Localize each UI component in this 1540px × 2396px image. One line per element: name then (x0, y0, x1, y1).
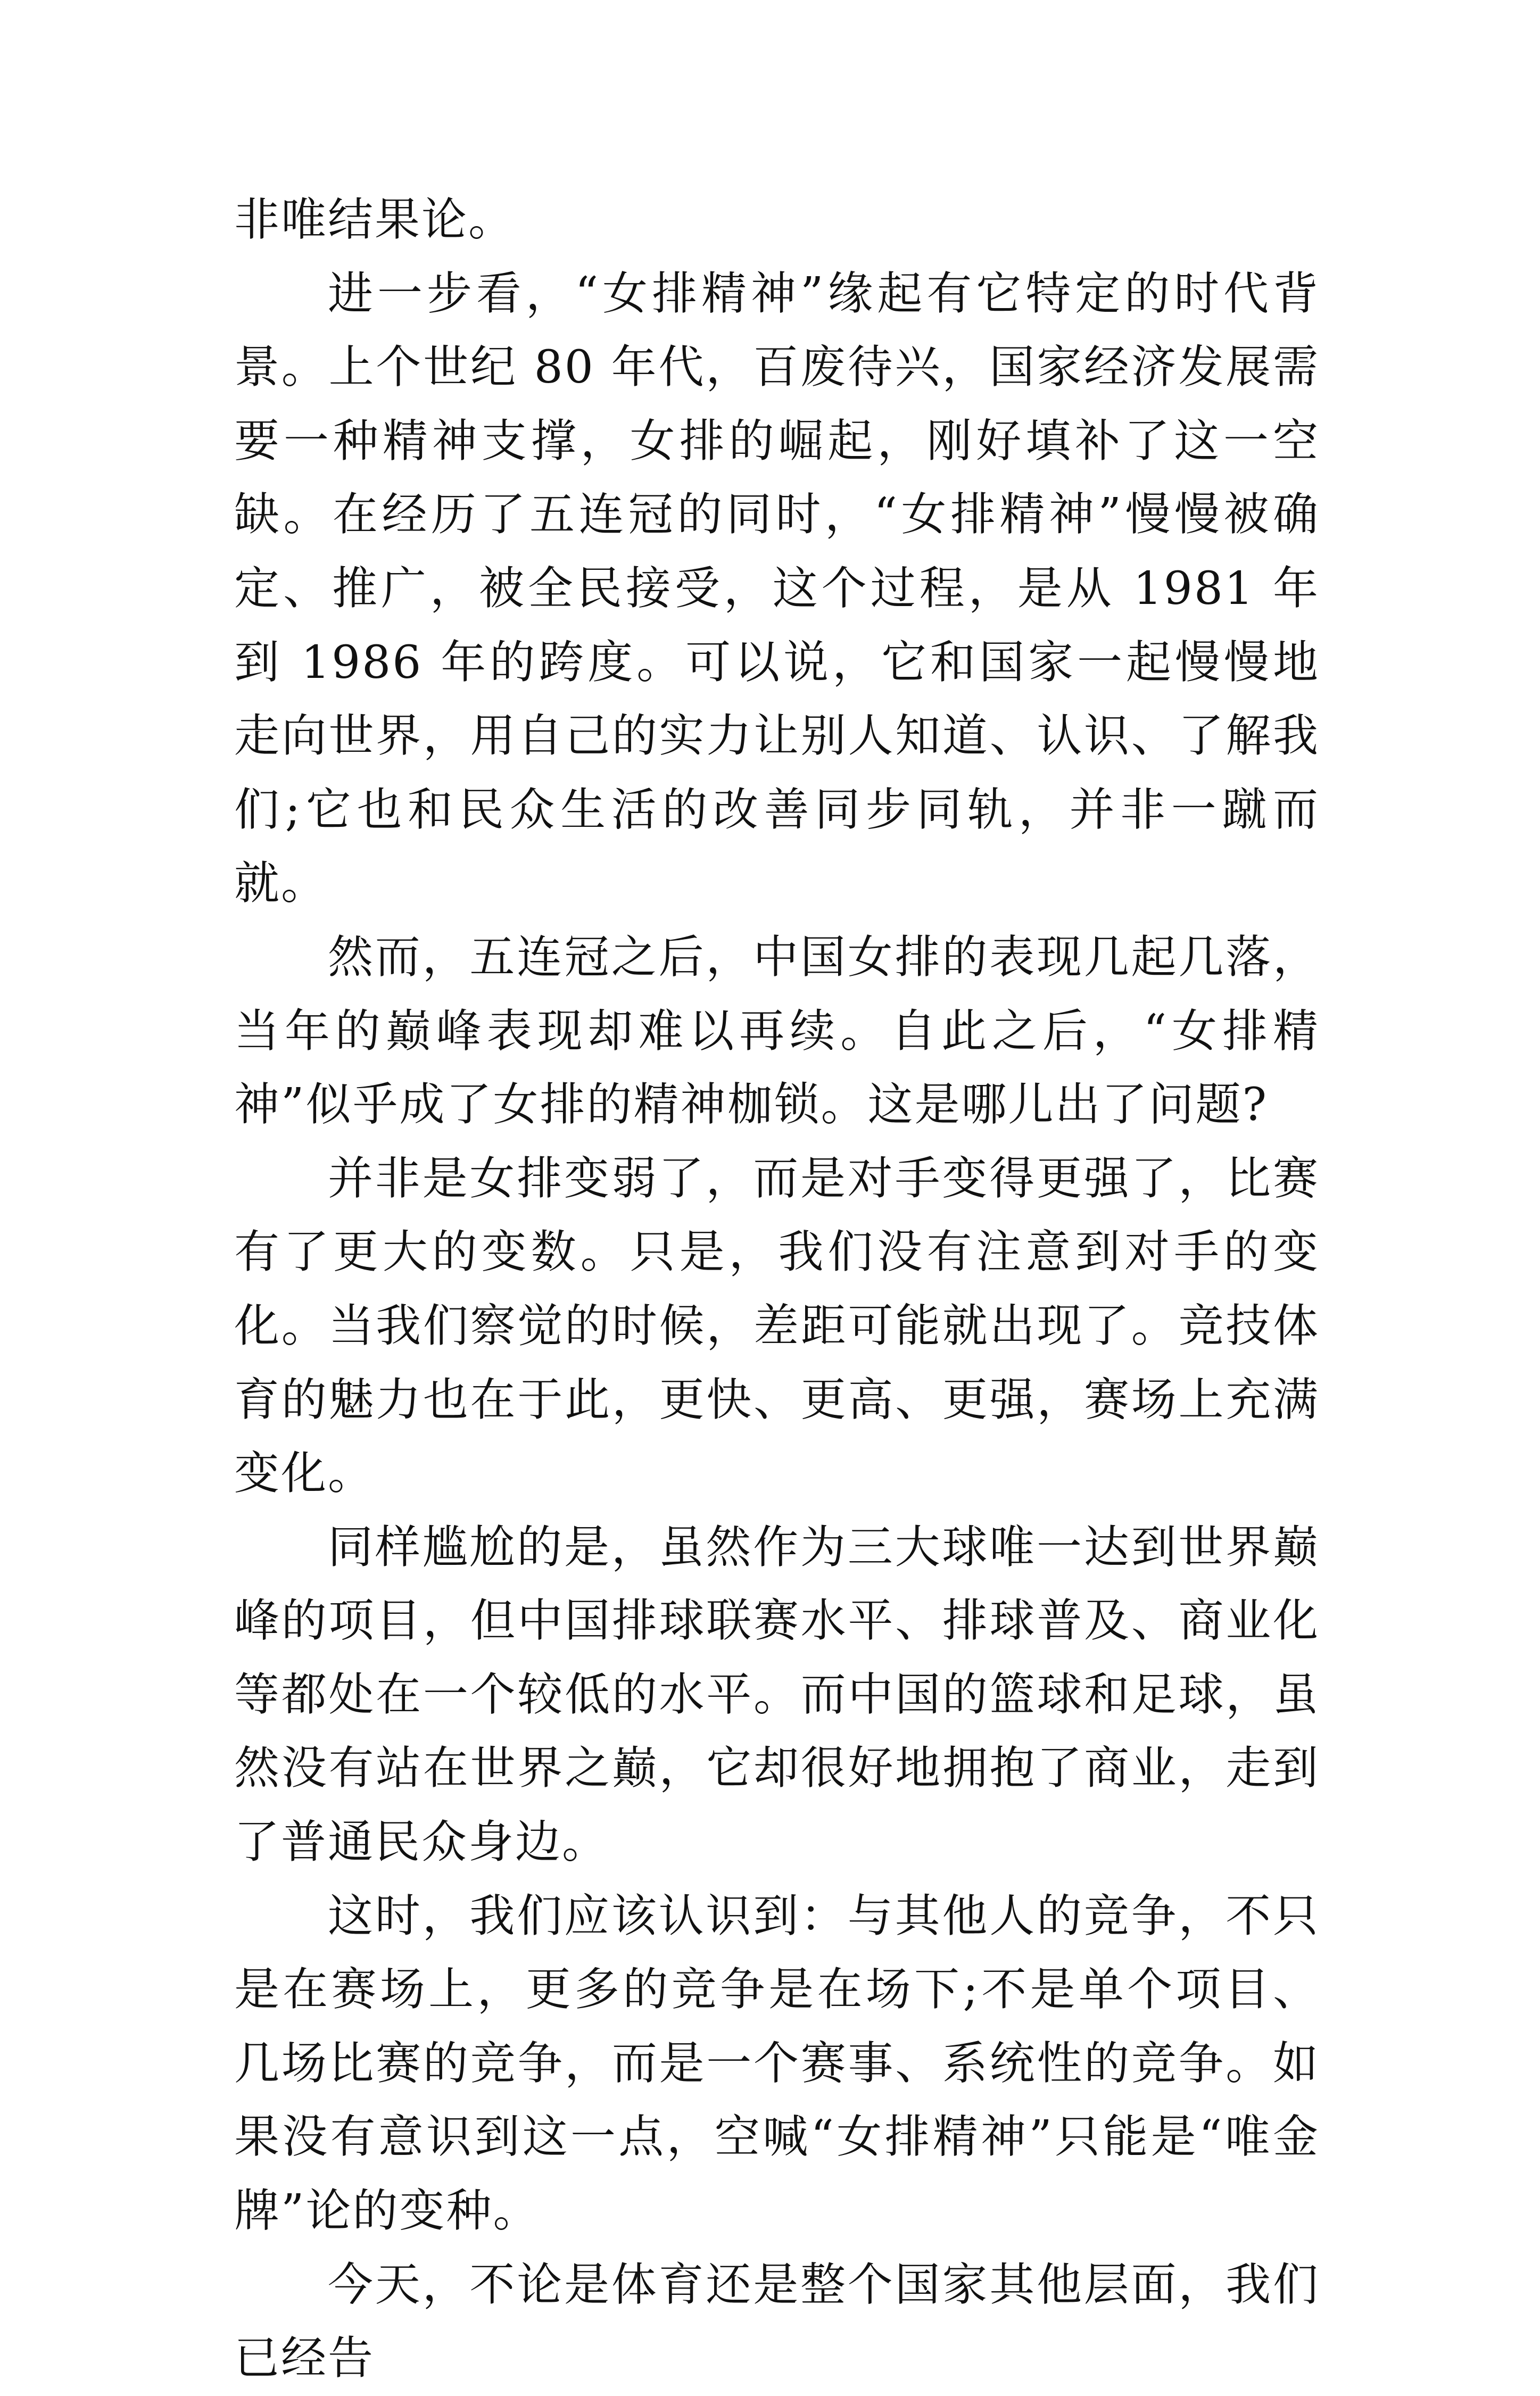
paragraph: 进一步看，“女排精神”缘起有它特定的时代背景。上个世纪 80 年代，百废待兴，国家经济发展需要一种精神支撑，女排的崛起，刚好填补了这一空缺。在经历了五连冠的同时，“女排精神”慢慢被确定、推广，被全民接受，这个过程，是从 1981 年到 1986 年的跨度。可以说，它和国家一起慢慢地走向世界，用自己的实力让别人知道、认识、了解我们;它也和民众生活的改善同步同轨，并非一蹴而就。 (234, 267, 1320, 910)
body-text (234, 184, 1320, 2396)
paragraph: 这时，我们应该认识到：与其他人的竞争，不只是在赛场上，更多的竞争是在场下;不是单个项目、几场比赛的竞争，而是一个赛事、系统性的竞争。如果没有意识到这一点，空喊“女排精神”只能是“唯金牌”论的变种。 (234, 1889, 1320, 2238)
paragraph: 并非是女排变弱了，而是对手变得更强了，比赛有了更大的变数。只是，我们没有注意到对手的变化。当我们察觉的时候，差距可能就出现了。竞技体育的魅力也在于此，更快、更高、更强，赛场上充满变化。 (234, 1152, 1320, 1500)
paragraph-continued: 非唯结果论。 (234, 194, 516, 246)
paragraph: 然而，五连冠之后，中国女排的表现几起几落，当年的巅峰表现却难以再续。自此之后，“女排精神”似乎成了女排的精神枷锁。这是哪儿出了问题? (234, 931, 1320, 1132)
paragraph-truncated: 今天，不论是体育还是整个国家其他层面，我们已经告 (234, 2258, 1320, 2385)
paragraph: 同样尴尬的是，虽然作为三大球唯一达到世界巅峰的项目，但中国排球联赛水平、排球普及、商业化等都处在一个较低的水平。而中国的篮球和足球，虽然没有站在世界之巅，它却很好地拥抱了商业，走到了普通民众身边。 (234, 1521, 1320, 1869)
